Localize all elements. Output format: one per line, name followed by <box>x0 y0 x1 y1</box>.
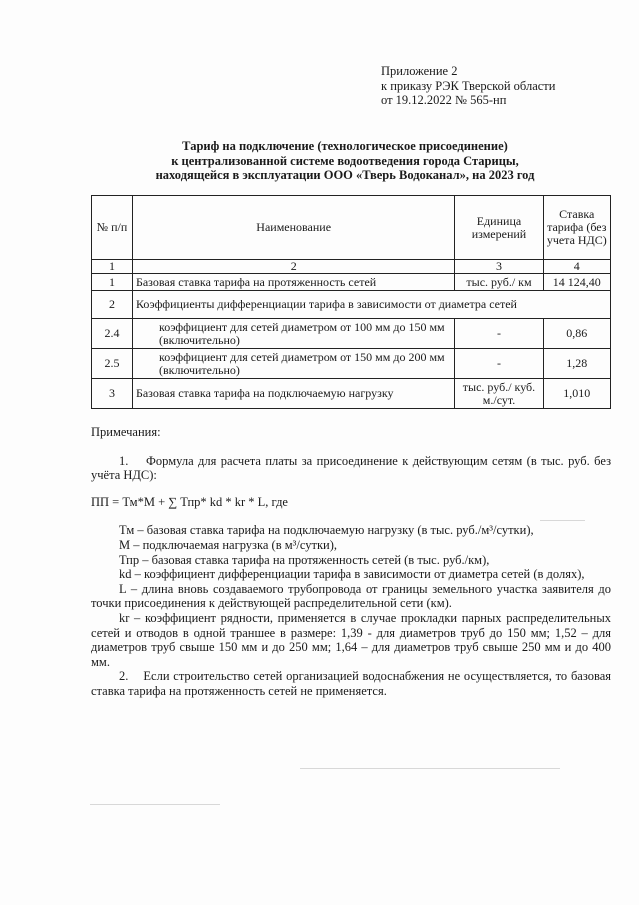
definition-tm: Тм – базовая ставка тарифа на подключаемую нагрузку (в тыс. руб./м³/сутки), <box>119 523 534 538</box>
title-line-2: к централизованной системе водоотведения города Старицы, <box>171 153 519 168</box>
header-name: Наименование <box>132 196 454 260</box>
document-title <box>90 139 600 183</box>
appendix-line-1: Приложение 2 <box>381 64 458 78</box>
header-unit: Единица измерений <box>455 196 543 260</box>
index-cell: 4 <box>543 260 610 274</box>
row-unit: - <box>455 349 543 379</box>
table-row <box>92 349 611 379</box>
appendix-header <box>381 64 555 108</box>
note-item-1-num: 1. <box>119 453 129 468</box>
scan-artifact <box>300 768 560 769</box>
index-cell: 1 <box>92 260 133 274</box>
table-row <box>92 291 611 319</box>
row-unit: тыс. руб./ куб. м./сут. <box>455 379 543 409</box>
index-cell: 3 <box>455 260 543 274</box>
row-name: коэффициент для сетей диаметром от 150 мм до 200 мм (включительно) <box>132 349 454 379</box>
table-row <box>92 319 611 349</box>
note-item-2-text: Если строительство сетей организацией водоснабжения не осуществляется, то базовая ставка тарифа на протяженность сетей не применяется. <box>91 669 611 698</box>
definition-kr: kr – коэффициент рядности, применяется в случае прокладки парных распределительных сетей и отводов в одной траншее в размере: 1,39 - для диаметров труб до 150 мм; 1,52 – для диаметров труб свыше 150 мм и до 250 мм; 1,64 – для диаметров труб свыше 250 мм и до 400 мм. <box>91 610 611 669</box>
header-rate: Ставка тарифа (без учета НДС) <box>543 196 610 260</box>
row-rate: 1,010 <box>543 379 610 409</box>
note-item-1-text: Формула для расчета платы за присоединение к действующим сетям (в тыс. руб. без учёта НДС): <box>91 453 612 483</box>
note-item-1 <box>91 454 611 483</box>
notes-section <box>91 425 611 699</box>
row-num: 2.5 <box>92 349 133 379</box>
row-name: коэффициент для сетей диаметром от 100 мм до 150 мм (включительно) <box>132 319 454 349</box>
row-num: 2.4 <box>92 319 133 349</box>
row-rate: 0,86 <box>543 319 610 349</box>
header-num: № п/п <box>92 196 133 260</box>
note-item-2-num: 2. <box>119 669 129 684</box>
note-item-2 <box>91 669 611 698</box>
appendix-line-2: к приказу РЭК Тверской области <box>381 78 556 93</box>
index-cell: 2 <box>132 260 454 274</box>
table-header-row <box>92 196 611 260</box>
title-line-1: Тариф на подключение (технологическое присоединение) <box>182 139 508 153</box>
row-rate: 14 124,40 <box>543 274 610 291</box>
row-num: 1 <box>92 274 133 291</box>
definition-tpr: Тпр – базовая ставка тарифа на протяженность сетей (в тыс. руб./км), <box>119 552 490 567</box>
definition-m: М – подключаемая нагрузка (в м³/сутки), <box>119 537 338 552</box>
definition-kd: kd – коэффициент дифференциации тарифа в зависимости от диаметра сетей (в долях), <box>119 567 585 582</box>
table-row <box>92 274 611 291</box>
row-num: 2 <box>92 291 133 319</box>
table-index-row <box>92 260 611 274</box>
scan-artifact <box>90 804 220 805</box>
row-num: 3 <box>92 379 133 409</box>
tariff-table <box>91 195 611 409</box>
notes-heading: Примечания: <box>91 425 161 439</box>
row-unit: - <box>455 319 543 349</box>
title-line-3: находящейся в эксплуатации ООО «Тверь Водоканал», на 2023 год <box>155 168 535 182</box>
row-rate: 1,28 <box>543 349 610 379</box>
definition-l: L – длина вновь создаваемого трубопровода от границы земельного участка заявителя до точки присоединения к действующей распределительной сети (км). <box>91 581 611 611</box>
row-name: Базовая ставка тарифа на подключаемую нагрузку <box>132 379 454 409</box>
row-name: Базовая ставка тарифа на протяженность сетей <box>132 274 454 291</box>
row-unit: тыс. руб./ км <box>455 274 543 291</box>
appendix-line-3: от 19.12.2022 № 565-нп <box>381 93 507 107</box>
row-name: Коэффициенты дифференциации тарифа в зависимости от диаметра сетей <box>132 291 610 319</box>
scan-artifact <box>540 520 585 521</box>
formula: ПП = Тм*М + ∑ Тпр* kd * kr * L, где <box>91 494 288 509</box>
table-row <box>92 379 611 409</box>
